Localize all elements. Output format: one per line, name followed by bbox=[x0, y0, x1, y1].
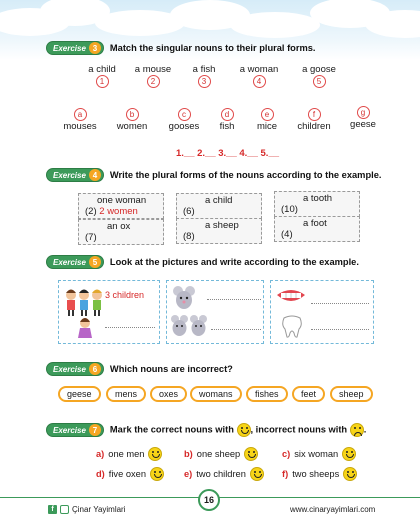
exercise-instruction: Which nouns are incorrect? bbox=[109, 364, 233, 374]
option-item[interactable]: d) five oxen bbox=[96, 467, 164, 481]
mice-icon bbox=[169, 313, 209, 339]
exercise-instruction: Write the plural forms of the nouns according to the example. bbox=[109, 170, 382, 180]
happy-face-icon[interactable] bbox=[150, 467, 164, 481]
website[interactable]: www.cinaryayimlari.com bbox=[290, 505, 376, 514]
noun-choice[interactable]: fishes bbox=[246, 386, 288, 402]
plural-noun: c gooses bbox=[168, 110, 200, 132]
noun-choice[interactable]: womans bbox=[190, 386, 242, 402]
noun-box[interactable]: one woman (2) 2 women bbox=[78, 193, 164, 219]
sad-face-icon bbox=[350, 423, 364, 437]
children-illustration bbox=[63, 285, 107, 341]
plural-noun: a mouses bbox=[63, 110, 97, 132]
plural-noun: b women bbox=[116, 110, 148, 132]
plural-noun: g geese bbox=[350, 108, 376, 130]
exercise-instruction: Match the singular nouns to their plural forms. bbox=[109, 43, 316, 53]
publisher: f Çinar Yayimlari bbox=[48, 505, 126, 514]
exercise-badge: Exercise 5 bbox=[46, 255, 104, 269]
happy-face-icon[interactable] bbox=[244, 447, 258, 461]
noun-box[interactable]: a sheep (8) bbox=[176, 218, 262, 244]
singular-noun: a woman 4 bbox=[239, 64, 279, 86]
noun-box[interactable]: a foot (4) bbox=[274, 216, 360, 242]
exercise-5-header bbox=[46, 254, 359, 270]
noun-box[interactable]: an ox (7) bbox=[78, 219, 164, 245]
exercise-badge: Exercise 6 bbox=[46, 362, 104, 376]
noun-box[interactable]: a tooth (10) bbox=[274, 191, 360, 217]
exercise-3-header bbox=[46, 40, 316, 56]
tooth-icon bbox=[281, 315, 303, 339]
picture-box bbox=[58, 280, 160, 344]
exercise-instruction: Mark the correct nouns with , incorrect nouns with . bbox=[110, 423, 366, 437]
happy-face-icon[interactable] bbox=[343, 467, 357, 481]
singular-noun: a goose 5 bbox=[302, 64, 336, 86]
teeth-icon bbox=[275, 287, 307, 307]
option-item[interactable]: f) two sheeps bbox=[282, 467, 357, 481]
happy-face-icon bbox=[237, 423, 251, 437]
noun-choice[interactable]: sheep bbox=[330, 386, 373, 402]
noun-choice[interactable]: geese bbox=[58, 386, 101, 402]
exercise-badge: Exercise 3 bbox=[46, 41, 104, 55]
option-item[interactable]: a) one men bbox=[96, 447, 162, 461]
plural-noun: f children bbox=[297, 110, 331, 132]
noun-choice[interactable]: feet bbox=[292, 386, 325, 402]
happy-face-icon[interactable] bbox=[250, 467, 264, 481]
picture-box bbox=[270, 280, 374, 344]
mouse-icon bbox=[171, 285, 197, 311]
noun-choice[interactable]: mens bbox=[106, 386, 146, 402]
cloud-background bbox=[0, 0, 420, 40]
option-item[interactable]: e) two children bbox=[184, 467, 264, 481]
exercise-7-header bbox=[46, 422, 366, 438]
exercise-badge: Exercise 7 bbox=[46, 423, 104, 437]
noun-box[interactable]: a child (6) bbox=[176, 193, 262, 219]
exercise-4-header bbox=[46, 167, 381, 183]
option-item[interactable]: b) one sheep bbox=[184, 447, 258, 461]
happy-face-icon[interactable] bbox=[342, 447, 356, 461]
page-footer bbox=[0, 492, 420, 530]
answer-line[interactable]: 1.__ 2.__ 3.__ 4.__ 5.__ bbox=[176, 148, 280, 159]
option-item[interactable]: c) six woman bbox=[282, 447, 356, 461]
exercise-badge: Exercise 4 bbox=[46, 168, 104, 182]
example-answer: 3 children bbox=[105, 290, 145, 300]
plural-noun: d fish bbox=[219, 110, 235, 132]
happy-face-icon[interactable] bbox=[148, 447, 162, 461]
plural-noun: e mice bbox=[256, 110, 278, 132]
picture-box bbox=[166, 280, 264, 344]
page-number: 16 bbox=[198, 489, 220, 511]
facebook-icon[interactable]: f bbox=[48, 505, 57, 514]
exercise-instruction: Look at the pictures and write according to the example. bbox=[109, 257, 359, 267]
singular-noun: a mouse 2 bbox=[134, 64, 172, 86]
singular-noun: a child 1 bbox=[88, 64, 116, 86]
singular-noun: a fish 3 bbox=[192, 64, 216, 86]
instagram-icon[interactable] bbox=[60, 505, 69, 514]
noun-choice[interactable]: oxes bbox=[150, 386, 187, 402]
exercise-6-header bbox=[46, 361, 233, 377]
